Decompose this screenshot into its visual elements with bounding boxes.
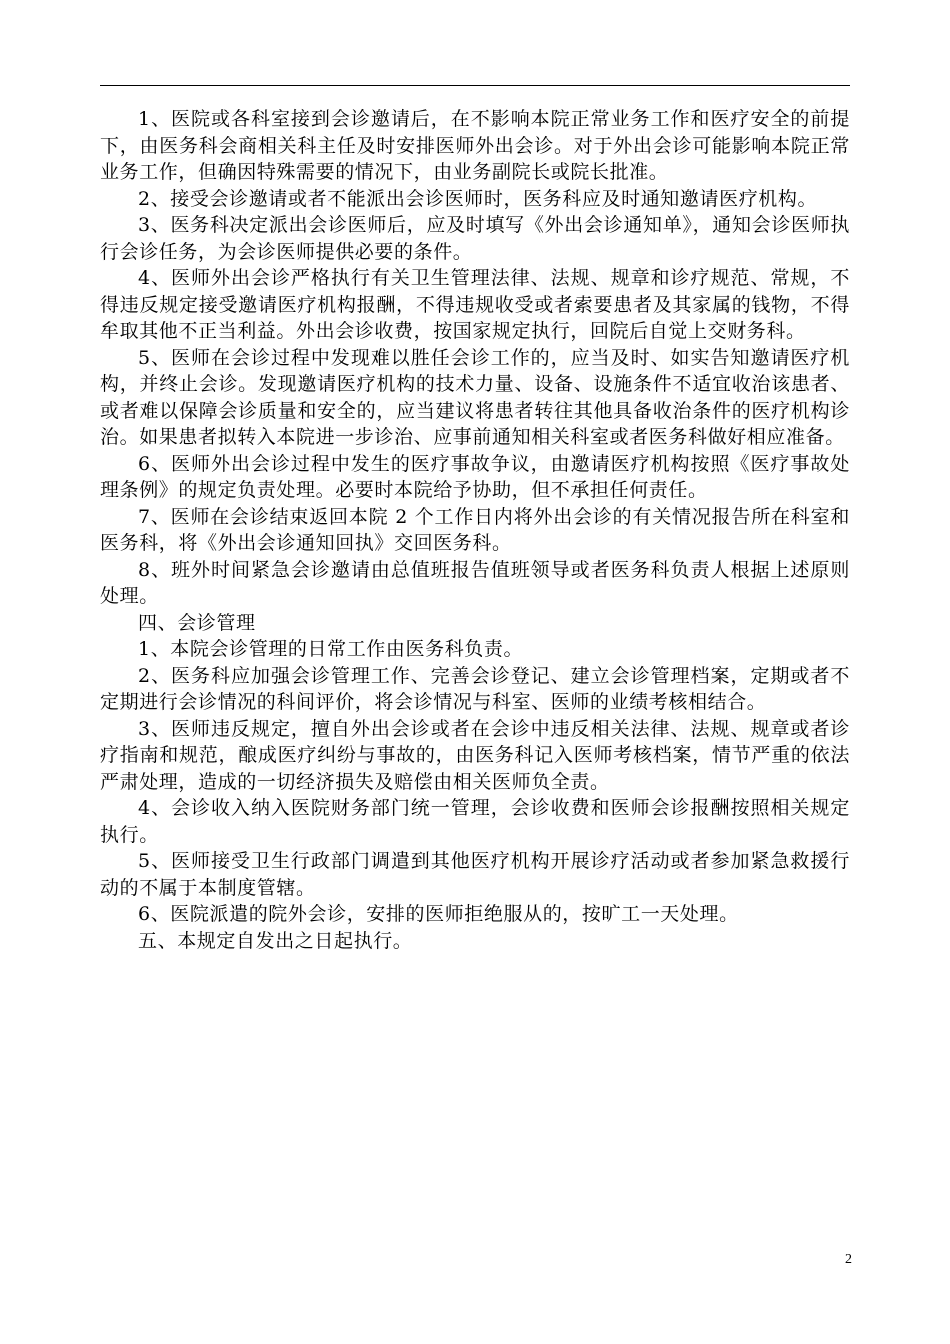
paragraph-13: 5、医师接受卫生行政部门调遣到其他医疗机构开展诊疗活动或者参加紧急救援行动的不属于本制度管辖。	[100, 850, 850, 899]
paragraph-11: 3、医师违反规定，擅自外出会诊或者在会诊中违反相关法律、法规、规章或者诊疗指南和规范，酿成医疗纠纷与事故的，由医务科记入医师考核档案，情节严重的依法严肃处理，造成的一切经济损失及赔偿由相关医师负全责。	[100, 717, 850, 793]
paragraph-10: 2、医务科应加强会诊管理工作、完善会诊登记、建立会诊管理档案，定期或者不定期进行会诊情况的科间评价，将会诊情况与科室、医师的业绩考核相结合。	[100, 664, 850, 713]
paragraph-9: 1、本院会诊管理的日常工作由医务科负责。	[138, 638, 524, 660]
paragraph-3: 3、医务科决定派出会诊医师后，应及时填写《外出会诊通知单》，通知会诊医师执行会诊任务，为会诊医师提供必要的条件。	[100, 214, 850, 263]
paragraph-8: 8、班外时间紧急会诊邀请由总值班报告值班领导或者医务科负责人根据上述原则处理。	[100, 558, 850, 607]
paragraph-4: 4、医师外出会诊严格执行有关卫生管理法律、法规、规章和诊疗规范、常规，不得违反规定接受邀请医疗机构报酬，不得违规收受或者索要患者及其家属的钱物，不得牟取其他不正当利益。外出会诊收费，按国家规定执行，回院后自觉上交财务科。	[100, 267, 850, 342]
paragraph-1: 1、医院或各科室接到会诊邀请后，在不影响本院正常业务工作和医疗安全的前提下，由医务科会商相关科主任及时安排医师外出会诊。对于外出会诊可能影响本院正常业务工作，但确因特殊需要的情况下，由业务副院长或院长批准。	[100, 108, 850, 183]
page-number: 2	[845, 1252, 852, 1267]
paragraph-7: 7、医师在会诊结束返回本院 2 个工作日内将外出会诊的有关情况报告所在科室和医务科，将《外出会诊通知回执》交回医务科。	[100, 505, 850, 554]
section-heading-4: 四、会诊管理	[138, 611, 256, 634]
section-heading-5: 五、本规定自发出之日起执行。	[138, 929, 413, 952]
paragraph-2: 2、接受会诊邀请或者不能派出会诊医师时，医务科应及时通知邀请医疗机构。	[138, 187, 818, 210]
header-rule	[100, 85, 850, 86]
document-body	[100, 106, 850, 954]
paragraph-5: 5、医师在会诊过程中发现难以胜任会诊工作的，应当及时、如实告知邀请医疗机构，并终止会诊。发现邀请医疗机构的技术力量、设备、设施条件不适宜收治该患者、或者难以保障会诊质量和安全的，应当建议将患者转往其他具备收治条件的医疗机构诊治。如果患者拟转入本院进一步诊治、应事前通知相关科室或者医务科做好相应准备。	[100, 346, 850, 448]
paragraph-14: 6、医院派遣的院外会诊，安排的医师拒绝服从的，按旷工一天处理。	[138, 903, 739, 925]
paragraph-6: 6、医师外出会诊过程中发生的医疗事故争议，由邀请医疗机构按照《医疗事故处理条例》的规定负责处理。必要时本院给予协助，但不承担任何责任。	[100, 452, 850, 501]
paragraph-12: 4、会诊收入纳入医院财务部门统一管理，会诊收费和医师会诊报酬按照相关规定执行。	[100, 797, 850, 846]
